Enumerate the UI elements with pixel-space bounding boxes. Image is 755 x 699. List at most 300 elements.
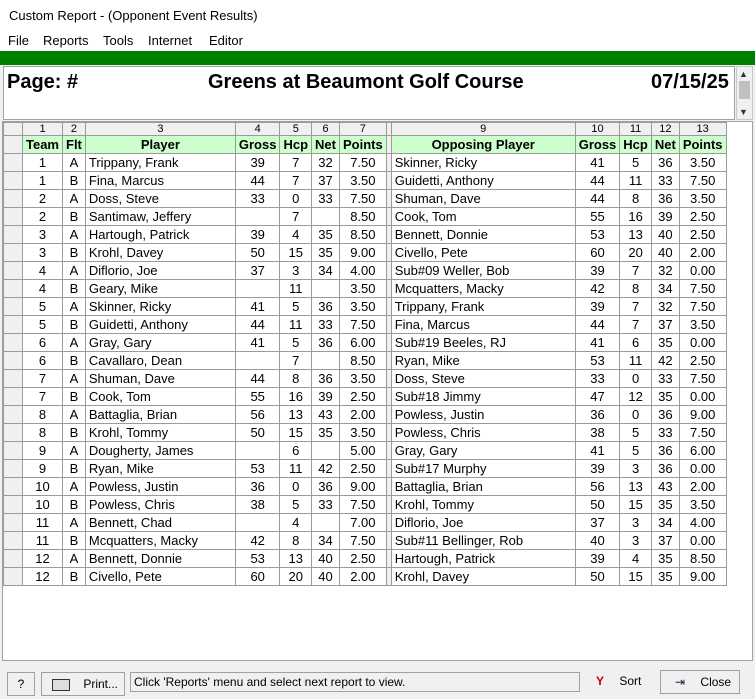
status-message: Click 'Reports' menu and select next report to view.	[130, 672, 580, 692]
table-cell: 7.50	[339, 154, 386, 172]
table-cell: 33	[312, 190, 340, 208]
table-cell: Bennett, Chad	[85, 514, 235, 532]
table-cell	[235, 280, 280, 298]
table-cell: Powless, Chris	[85, 496, 235, 514]
table-cell: B	[63, 496, 86, 514]
sort-label: Sort	[619, 674, 642, 688]
table-cell: 7	[620, 298, 652, 316]
scroll-up-icon[interactable]: ▲	[739, 69, 748, 79]
table-cell: 36	[312, 478, 340, 496]
table-cell: 35	[312, 424, 340, 442]
table-cell: Bennett, Donnie	[391, 226, 575, 244]
row-header[interactable]	[4, 352, 23, 370]
table-cell: B	[63, 568, 86, 586]
table-cell: 36	[575, 406, 620, 424]
table-cell: Cavallaro, Dean	[85, 352, 235, 370]
row-header[interactable]	[4, 370, 23, 388]
table-cell: 9.00	[339, 478, 386, 496]
table-cell: 7.50	[679, 172, 726, 190]
table-cell: 0.00	[679, 460, 726, 478]
menu-tools[interactable]: Tools	[103, 33, 134, 48]
table-row[interactable]	[4, 460, 727, 478]
table-cell: 40	[312, 568, 340, 586]
table-cell: B	[63, 172, 86, 190]
table-cell: Bennett, Donnie	[85, 550, 235, 568]
table-cell: Mcquatters, Macky	[391, 280, 575, 298]
table-cell: 39	[575, 550, 620, 568]
row-header[interactable]	[4, 568, 23, 586]
table-cell: 47	[575, 388, 620, 406]
table-cell: 11	[280, 460, 312, 478]
table-cell: 6	[23, 334, 63, 352]
table-cell: 7.00	[339, 514, 386, 532]
sort-button[interactable]	[588, 670, 658, 694]
table-cell: 32	[651, 262, 679, 280]
table-cell: 41	[575, 154, 620, 172]
table-cell: 42	[235, 532, 280, 550]
table-cell: 4.00	[679, 514, 726, 532]
table-cell: 39	[312, 388, 340, 406]
close-label: Close	[700, 675, 732, 689]
table-cell: 36	[651, 460, 679, 478]
table-cell	[312, 352, 340, 370]
table-cell: 4	[23, 262, 63, 280]
table-cell: 9.00	[339, 244, 386, 262]
close-button[interactable]	[660, 670, 740, 694]
table-cell: 37	[651, 316, 679, 334]
table-cell: 4	[23, 280, 63, 298]
table-cell: 11	[23, 532, 63, 550]
table-cell: 3.50	[339, 370, 386, 388]
row-header[interactable]	[4, 406, 23, 424]
row-header[interactable]	[4, 460, 23, 478]
table-cell: Krohl, Tommy	[391, 496, 575, 514]
table-cell: 8.50	[339, 226, 386, 244]
table-cell: 37	[575, 514, 620, 532]
table-cell: 3.50	[679, 154, 726, 172]
table-cell: 11	[23, 514, 63, 532]
table-cell: 6	[280, 442, 312, 460]
column-header[interactable]: Gross	[235, 136, 280, 154]
column-header[interactable]: Gross	[575, 136, 620, 154]
table-cell	[312, 514, 340, 532]
table-cell: 38	[235, 496, 280, 514]
table-cell: Sub#17 Murphy	[391, 460, 575, 478]
table-row[interactable]	[4, 244, 727, 262]
table-cell: 7.50	[679, 298, 726, 316]
table-cell: 13	[620, 478, 652, 496]
table-cell: A	[63, 550, 86, 568]
column-header[interactable]: Hcp	[620, 136, 652, 154]
table-cell: 2.00	[339, 406, 386, 424]
table-cell: A	[63, 514, 86, 532]
table-row[interactable]	[4, 424, 727, 442]
table-cell: 16	[280, 388, 312, 406]
table-cell: 43	[312, 406, 340, 424]
row-header[interactable]	[4, 190, 23, 208]
table-cell: 0	[280, 478, 312, 496]
table-row[interactable]	[4, 262, 727, 280]
table-cell: 10	[23, 478, 63, 496]
column-number: 9	[391, 123, 575, 136]
table-row[interactable]	[4, 316, 727, 334]
table-row[interactable]	[4, 568, 727, 586]
column-number: 11	[620, 123, 652, 136]
table-cell: 5	[620, 442, 652, 460]
table-cell: 15	[280, 424, 312, 442]
table-cell: 7	[280, 208, 312, 226]
table-cell: 12	[620, 388, 652, 406]
table-cell: Powless, Justin	[85, 478, 235, 496]
table-cell: B	[63, 424, 86, 442]
table-cell: 2.00	[339, 568, 386, 586]
column-number: 4	[235, 123, 280, 136]
table-cell: Shuman, Dave	[391, 190, 575, 208]
column-number: 12	[651, 123, 679, 136]
table-cell: 33	[312, 316, 340, 334]
table-cell: B	[63, 280, 86, 298]
table-cell: 42	[575, 280, 620, 298]
table-cell: 2.50	[679, 352, 726, 370]
table-cell: 33	[651, 370, 679, 388]
table-cell: 15	[620, 496, 652, 514]
report-date: 07/15/25	[651, 71, 729, 93]
table-cell: 7.50	[339, 316, 386, 334]
table-cell: 44	[235, 316, 280, 334]
table-cell: 3	[620, 514, 652, 532]
column-number: 2	[63, 123, 86, 136]
column-header[interactable]: Flt	[63, 136, 86, 154]
table-cell: B	[63, 388, 86, 406]
table-cell: 6.00	[679, 442, 726, 460]
table-row[interactable]	[4, 406, 727, 424]
table-cell: 7	[620, 262, 652, 280]
table-cell: 20	[620, 244, 652, 262]
table-cell: Shuman, Dave	[85, 370, 235, 388]
table-cell: Sub#18 Jimmy	[391, 388, 575, 406]
row-header[interactable]	[4, 154, 23, 172]
table-row[interactable]	[4, 514, 727, 532]
table-cell: 2.50	[679, 226, 726, 244]
table-cell: 39	[575, 262, 620, 280]
table-row[interactable]	[4, 154, 727, 172]
table-cell: A	[63, 442, 86, 460]
table-cell: B	[63, 352, 86, 370]
table-cell: 40	[651, 244, 679, 262]
row-header[interactable]	[4, 388, 23, 406]
table-cell: Powless, Justin	[391, 406, 575, 424]
table-cell: 34	[651, 280, 679, 298]
table-row[interactable]	[4, 478, 727, 496]
table-cell: Sub#19 Beeles, RJ	[391, 334, 575, 352]
table-cell: Ryan, Mike	[391, 352, 575, 370]
row-header	[4, 136, 23, 154]
table-row[interactable]	[4, 334, 727, 352]
column-header[interactable]: Points	[339, 136, 386, 154]
print-button[interactable]	[41, 672, 125, 696]
table-cell: 34	[312, 262, 340, 280]
table-cell: Doss, Steve	[85, 190, 235, 208]
table-cell: Skinner, Ricky	[85, 298, 235, 316]
row-header[interactable]	[4, 244, 23, 262]
table-cell: 50	[235, 424, 280, 442]
table-cell: 35	[651, 550, 679, 568]
table-cell: Gray, Gary	[391, 442, 575, 460]
column-header[interactable]: Opposing Player	[391, 136, 575, 154]
help-button[interactable]	[7, 672, 35, 696]
table-cell	[235, 208, 280, 226]
table-cell: 7	[280, 352, 312, 370]
results-grid	[2, 121, 753, 661]
table-cell: 4.00	[339, 262, 386, 280]
table-row[interactable]	[4, 370, 727, 388]
table-cell	[312, 442, 340, 460]
column-header[interactable]: Points	[679, 136, 726, 154]
table-cell: Civello, Pete	[391, 244, 575, 262]
table-cell: 37	[235, 262, 280, 280]
results-table	[3, 122, 727, 586]
table-cell: 3.50	[679, 496, 726, 514]
table-row[interactable]	[4, 442, 727, 460]
table-cell: 35	[651, 334, 679, 352]
table-cell: 55	[575, 208, 620, 226]
table-cell: 13	[620, 226, 652, 244]
table-cell: 37	[312, 172, 340, 190]
table-cell: 8	[280, 370, 312, 388]
column-number: 5	[280, 123, 312, 136]
table-cell: Guidetti, Anthony	[85, 316, 235, 334]
column-header[interactable]: Player	[85, 136, 235, 154]
table-cell: A	[63, 334, 86, 352]
row-header[interactable]	[4, 172, 23, 190]
table-cell: 39	[235, 226, 280, 244]
table-cell: 42	[312, 460, 340, 478]
table-cell	[235, 514, 280, 532]
table-cell: 13	[280, 406, 312, 424]
table-cell	[235, 352, 280, 370]
table-cell: 11	[620, 172, 652, 190]
table-cell: 4	[280, 514, 312, 532]
table-cell: 0.00	[679, 334, 726, 352]
table-row[interactable]	[4, 496, 727, 514]
table-cell: 55	[235, 388, 280, 406]
table-cell: 2.00	[679, 244, 726, 262]
table-cell: 7	[23, 388, 63, 406]
header-scrollbar[interactable]	[736, 66, 753, 120]
table-cell: 40	[651, 226, 679, 244]
table-cell: A	[63, 478, 86, 496]
table-cell: 6	[23, 352, 63, 370]
table-cell: 50	[575, 568, 620, 586]
table-cell: Sub#11 Bellinger, Rob	[391, 532, 575, 550]
table-cell: Krohl, Tommy	[85, 424, 235, 442]
table-cell: 35	[651, 496, 679, 514]
table-cell: 0	[280, 190, 312, 208]
table-cell	[312, 208, 340, 226]
menu-reports[interactable]: Reports	[43, 33, 89, 48]
table-cell: 11	[280, 316, 312, 334]
table-row[interactable]	[4, 298, 727, 316]
table-cell: 3	[23, 226, 63, 244]
row-header[interactable]	[4, 550, 23, 568]
column-header[interactable]: Net	[651, 136, 679, 154]
column-number-row	[4, 123, 727, 136]
table-cell: 5	[280, 334, 312, 352]
row-header[interactable]	[4, 262, 23, 280]
table-cell: 42	[651, 352, 679, 370]
table-cell: 8	[620, 280, 652, 298]
table-cell: 44	[575, 172, 620, 190]
table-cell: 8	[620, 190, 652, 208]
table-cell: 13	[280, 550, 312, 568]
page-number: Page: #	[7, 71, 79, 93]
row-header-corner	[4, 123, 23, 136]
table-cell: 0.00	[679, 262, 726, 280]
table-cell: 2	[23, 190, 63, 208]
table-cell: A	[63, 298, 86, 316]
table-cell: 34	[651, 514, 679, 532]
table-cell: 5	[23, 298, 63, 316]
table-cell: Hartough, Patrick	[85, 226, 235, 244]
menu-editor[interactable]: Editor	[209, 33, 243, 48]
table-row[interactable]	[4, 388, 727, 406]
table-cell: 8	[280, 532, 312, 550]
table-cell: Geary, Mike	[85, 280, 235, 298]
row-header[interactable]	[4, 280, 23, 298]
row-header[interactable]	[4, 496, 23, 514]
table-cell: 2.50	[339, 460, 386, 478]
menu-file[interactable]: File	[8, 33, 29, 48]
green-divider	[0, 51, 755, 65]
table-row[interactable]	[4, 190, 727, 208]
table-cell: 3.50	[339, 298, 386, 316]
row-header[interactable]	[4, 316, 23, 334]
table-cell: Cook, Tom	[85, 388, 235, 406]
table-row[interactable]	[4, 226, 727, 244]
table-cell: 44	[575, 190, 620, 208]
table-cell: 12	[23, 550, 63, 568]
table-cell: 35	[312, 226, 340, 244]
row-header[interactable]	[4, 226, 23, 244]
row-header[interactable]	[4, 208, 23, 226]
table-cell: Doss, Steve	[391, 370, 575, 388]
table-cell: 50	[235, 244, 280, 262]
table-cell: 60	[235, 568, 280, 586]
table-row[interactable]	[4, 280, 727, 298]
table-row[interactable]	[4, 550, 727, 568]
table-cell: A	[63, 262, 86, 280]
table-cell: 7.50	[339, 190, 386, 208]
table-cell: 9.00	[679, 568, 726, 586]
table-cell: 4	[620, 550, 652, 568]
row-header[interactable]	[4, 298, 23, 316]
row-header[interactable]	[4, 424, 23, 442]
table-cell: Cook, Tom	[391, 208, 575, 226]
table-cell: 5	[620, 154, 652, 172]
table-cell: 43	[651, 478, 679, 496]
table-cell: 36	[312, 370, 340, 388]
table-cell: Ryan, Mike	[85, 460, 235, 478]
table-cell: 41	[235, 334, 280, 352]
table-cell: 3.50	[339, 280, 386, 298]
table-cell: 53	[235, 550, 280, 568]
row-header[interactable]	[4, 532, 23, 550]
table-row[interactable]	[4, 208, 727, 226]
table-cell: 53	[575, 226, 620, 244]
table-cell: 10	[23, 496, 63, 514]
table-cell: 5.00	[339, 442, 386, 460]
table-cell: 39	[575, 460, 620, 478]
row-header[interactable]	[4, 442, 23, 460]
table-cell: 9	[23, 460, 63, 478]
table-cell: Battaglia, Brian	[85, 406, 235, 424]
table-cell: 36	[651, 190, 679, 208]
table-cell: 34	[312, 532, 340, 550]
table-cell: A	[63, 406, 86, 424]
table-cell: 3.50	[679, 190, 726, 208]
table-row[interactable]	[4, 352, 727, 370]
column-header[interactable]: Net	[312, 136, 340, 154]
table-cell: 3.50	[339, 424, 386, 442]
scroll-thumb[interactable]	[739, 81, 750, 99]
table-cell: Trippany, Frank	[391, 298, 575, 316]
table-cell: 7.50	[339, 532, 386, 550]
table-cell: 50	[575, 496, 620, 514]
table-cell: 6	[620, 334, 652, 352]
table-cell: 41	[575, 334, 620, 352]
table-cell: 36	[312, 334, 340, 352]
table-cell: Sub#09 Weller, Bob	[391, 262, 575, 280]
table-cell: 6.00	[339, 334, 386, 352]
table-cell: B	[63, 208, 86, 226]
table-cell: 8.50	[339, 208, 386, 226]
menu-internet[interactable]: Internet	[148, 33, 193, 48]
table-cell: A	[63, 226, 86, 244]
table-cell: Dougherty, James	[85, 442, 235, 460]
row-header[interactable]	[4, 514, 23, 532]
table-row[interactable]	[4, 172, 727, 190]
scroll-down-icon[interactable]: ▼	[739, 107, 748, 117]
table-cell: 36	[651, 442, 679, 460]
column-header[interactable]: Hcp	[280, 136, 312, 154]
table-cell: 60	[575, 244, 620, 262]
table-row[interactable]	[4, 532, 727, 550]
row-header[interactable]	[4, 334, 23, 352]
table-cell: 7.50	[679, 424, 726, 442]
table-cell: 7	[620, 316, 652, 334]
table-cell: 0.00	[679, 532, 726, 550]
table-cell: 56	[575, 478, 620, 496]
exit-icon: ⇥	[675, 675, 686, 689]
title-bar	[0, 0, 755, 32]
column-number: 6	[312, 123, 340, 136]
table-cell: 2.50	[679, 208, 726, 226]
table-cell: 2.50	[339, 550, 386, 568]
table-cell: 44	[235, 370, 280, 388]
table-cell: 5	[23, 316, 63, 334]
table-cell: Santimaw, Jeffery	[85, 208, 235, 226]
sort-icon: Y	[596, 674, 605, 688]
help-icon: ?	[17, 677, 25, 691]
column-number: 7	[339, 123, 386, 136]
table-cell: 36	[651, 154, 679, 172]
print-label: Print...	[83, 677, 119, 691]
column-header[interactable]: Team	[23, 136, 63, 154]
row-header[interactable]	[4, 478, 23, 496]
table-cell: 15	[280, 244, 312, 262]
table-cell: 11	[280, 280, 312, 298]
table-cell: 44	[235, 172, 280, 190]
